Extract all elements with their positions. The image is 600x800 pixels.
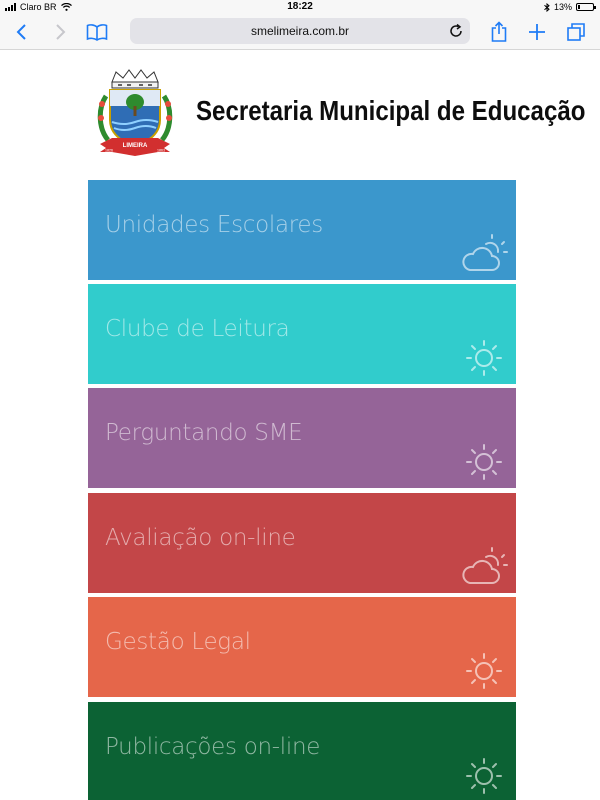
tile-avaliacao-on-line[interactable]	[88, 493, 516, 593]
battery-icon	[576, 3, 594, 11]
status-time: 18:22	[287, 1, 313, 12]
tile-publicacoes-on-line[interactable]	[88, 702, 516, 800]
browser-toolbar	[0, 14, 600, 50]
city-coat-of-arms-logo[interactable]	[92, 68, 178, 160]
tabs-button[interactable]	[562, 18, 590, 46]
tile-perguntando-sme[interactable]	[88, 388, 516, 488]
tile-label: Gestão Legal	[105, 629, 251, 655]
bluetooth-icon	[544, 3, 550, 12]
battery-percent: 13%	[553, 2, 572, 12]
reload-icon[interactable]	[448, 23, 464, 39]
tile-label: Clube de Leitura	[105, 316, 290, 342]
status-right	[544, 2, 594, 12]
tile-unidades-escolares[interactable]	[88, 180, 516, 280]
tile-clube-de-leitura[interactable]	[88, 284, 516, 384]
cloud-sun-icon	[460, 545, 508, 589]
tile-label: Avaliação on-line	[105, 525, 296, 551]
back-icon	[15, 23, 29, 41]
tile-gestao-legal[interactable]	[88, 597, 516, 697]
sun-icon	[460, 649, 508, 693]
status-bar	[0, 0, 600, 14]
battery-fill	[578, 5, 580, 9]
bookmarks-icon	[86, 23, 108, 41]
forward-icon	[53, 23, 67, 41]
tile-label: Publicações on-line	[105, 734, 321, 760]
carrier-label: Claro BR	[20, 2, 57, 12]
logo-year-right: 1863	[157, 148, 165, 153]
back-button[interactable]	[8, 18, 36, 46]
logo-banner-text: LIMEIRA	[122, 143, 148, 149]
logo-year-left: 1826	[105, 148, 113, 153]
address-bar[interactable]	[130, 18, 470, 44]
tabs-icon	[566, 22, 586, 42]
tile-label: Perguntando SME	[105, 420, 303, 446]
sun-icon	[460, 336, 508, 380]
bookmarks-button[interactable]	[83, 18, 111, 46]
share-icon	[490, 21, 508, 43]
url-text: smelimeira.com.br	[250, 24, 349, 38]
sun-icon	[460, 754, 508, 798]
new-tab-icon	[528, 23, 546, 41]
share-button[interactable]	[485, 18, 513, 46]
sun-icon	[460, 440, 508, 484]
forward-button[interactable]	[46, 18, 74, 46]
site-title: Secretaria Municipal de Educação	[196, 95, 586, 126]
new-tab-button[interactable]	[523, 18, 551, 46]
cloud-sun-icon	[460, 232, 508, 276]
tile-label: Unidades Escolares	[105, 212, 323, 238]
